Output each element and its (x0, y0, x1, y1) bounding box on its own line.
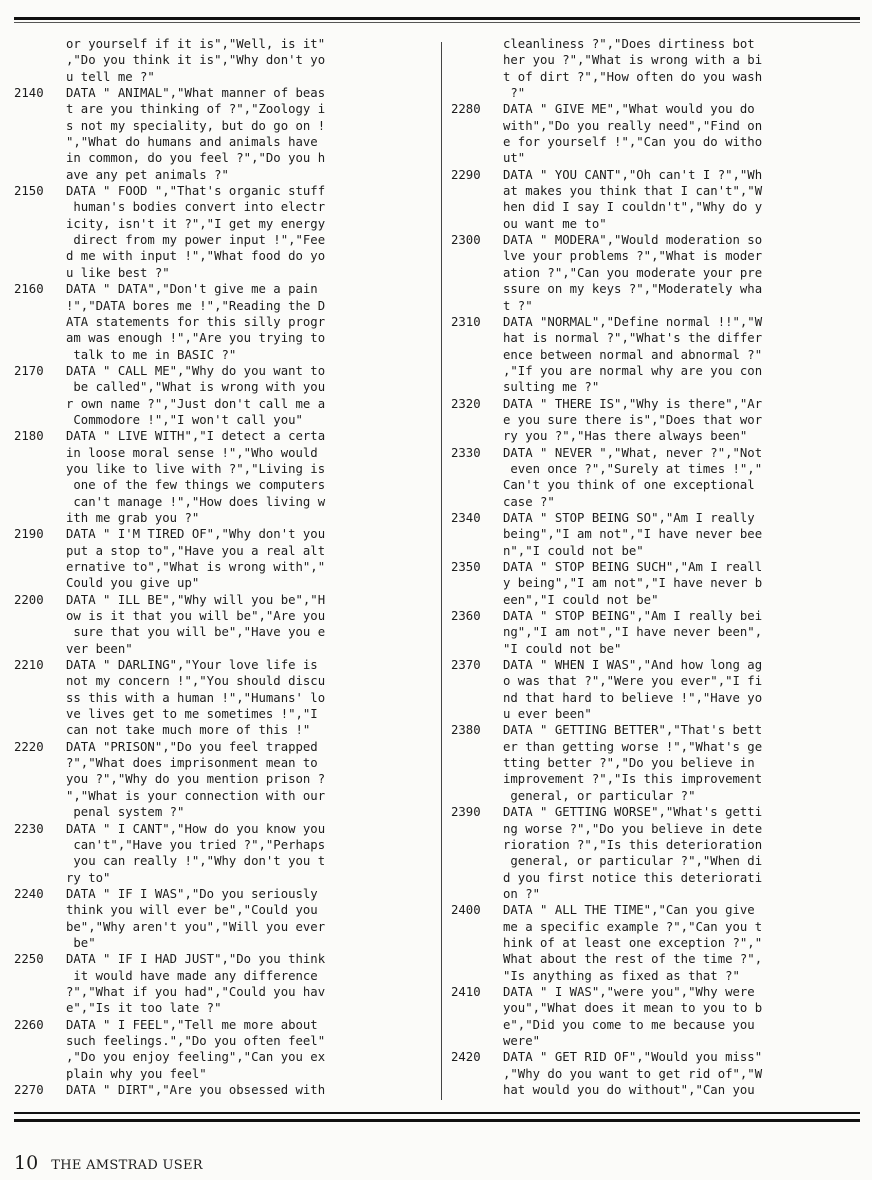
code-line: ATA statements for this silly progr (66, 314, 326, 329)
line-number: 2160 (14, 282, 44, 297)
code-line: in common, do you feel ?","Do you h (66, 151, 326, 166)
code-line: "I could not be" (503, 641, 622, 656)
code-line: DATA " STOP BEING","Am I really bei (503, 609, 763, 624)
bottom-rule-thick (14, 1119, 860, 1122)
code-line: DATA " DARLING","Your love life is (66, 658, 318, 673)
code-line: rioration ?","Is this deterioration (503, 837, 763, 852)
code-entry (451, 722, 863, 804)
code-entry (451, 984, 863, 1049)
line-number: 2180 (14, 429, 44, 444)
line-number: 2410 (451, 984, 481, 999)
code-text (503, 657, 762, 722)
line-number (451, 36, 503, 101)
code-line: plain why you feel" (66, 1066, 207, 1081)
code-line: DATA " LIVE WITH","I detect a certa (66, 429, 326, 444)
code-text (503, 984, 762, 1049)
left-column (14, 36, 434, 1098)
code-entry (14, 1017, 434, 1082)
code-line: being","I am not","I have never bee (503, 527, 763, 542)
top-rule-thin (14, 22, 860, 23)
code-line: t are you thinking of ?","Zoology i (66, 102, 326, 117)
code-line: u tell me ?" (66, 69, 155, 84)
code-line: er than getting worse !","What's ge (503, 739, 763, 754)
code-line: d you first notice this deteriorati (503, 870, 763, 885)
line-number (14, 36, 66, 85)
line-number: 2310 (451, 314, 481, 329)
code-line: you","What does it mean to you to b (503, 1001, 763, 1016)
column-divider (441, 42, 442, 1100)
code-line: you ?","Why do you mention prison ? (66, 772, 326, 787)
line-number: 2370 (451, 658, 481, 673)
code-line: ?" (503, 86, 526, 101)
code-entry (14, 526, 434, 591)
code-entry (451, 232, 863, 314)
code-line: ","What do humans and animals have (66, 135, 318, 150)
code-text (503, 608, 762, 657)
code-entry (451, 396, 863, 445)
code-text (66, 85, 325, 183)
code-line: DATA " IF I WAS","Do you seriously (66, 886, 318, 901)
code-line: lve your problems ?","What is moder (503, 249, 763, 264)
code-entry (451, 804, 863, 902)
code-entry (14, 363, 434, 428)
code-text (66, 821, 325, 886)
code-line: improvement ?","Is this improvement (503, 772, 763, 787)
code-line: think you will ever be","Could you (66, 903, 318, 918)
code-line: you can really !","Why don't you t (66, 854, 326, 869)
code-line: ng worse ?","Do you believe in dete (503, 821, 763, 836)
code-line: ation ?","Can you moderate your pre (503, 265, 763, 280)
publication-name: THE AMSTRAD USER (51, 1158, 203, 1173)
code-text (503, 902, 762, 984)
code-line: DATA " GIVE ME","What would you do (503, 102, 755, 117)
code-entry (14, 592, 434, 657)
code-entry (451, 1049, 863, 1098)
line-number: 2290 (451, 167, 481, 182)
line-number: 2240 (14, 886, 44, 901)
code-line: you like to live with ?","Living is (66, 461, 326, 476)
code-line: DATA " DATA","Don't give me a pain (66, 282, 318, 297)
code-line: such feelings.","Do you often feel" (66, 1033, 326, 1048)
line-number: 2210 (14, 658, 44, 673)
code-line: can not take much more of this !" (66, 723, 311, 738)
code-line: DATA " YOU CANT","Oh can't I ?","Wh (503, 167, 763, 182)
code-text (503, 1049, 762, 1098)
code-line: it would have made any difference (66, 968, 318, 983)
code-line: DATA " DIRT","Are you obsessed with (66, 1083, 326, 1097)
code-line: ss this with a human !","Humans' lo (66, 690, 326, 705)
line-number: 2300 (451, 233, 481, 248)
code-line: ith me grab you ?" (66, 510, 200, 525)
code-line: one of the few things we computers (66, 478, 326, 493)
line-number: 2260 (14, 1017, 44, 1032)
code-line: DATA " I CANT","How do you know you (66, 821, 326, 836)
code-line: ve lives get to me sometimes !","I (66, 707, 318, 722)
line-number: 2380 (451, 723, 481, 738)
line-number: 2330 (451, 445, 481, 460)
code-line: me a specific example ?","Can you t (503, 919, 763, 934)
code-line: at makes you think that I can't","W (503, 184, 763, 199)
code-line: hen did I say I couldn't","Why do y (503, 200, 763, 215)
code-text (503, 314, 762, 396)
code-line: u like best ?" (66, 265, 170, 280)
code-line: DATA " CALL ME","Why do you want to (66, 363, 326, 378)
code-line: DATA " STOP BEING SO","Am I really (503, 510, 755, 525)
code-line: put a stop to","Have you a real alt (66, 543, 326, 558)
code-line: ssure on my keys ?","Moderately wha (503, 282, 763, 297)
code-text (66, 183, 325, 281)
code-line: DATA " I'M TIRED OF","Why don't you (66, 527, 326, 542)
code-entry (451, 101, 863, 166)
code-line: DATA " ILL BE","Why will you be","H (66, 592, 326, 607)
code-line: Could you give up" (66, 576, 200, 591)
code-text (503, 396, 762, 445)
code-line: t of dirt ?","How often do you wash (503, 69, 763, 84)
code-line: ence between normal and abnormal ?" (503, 347, 763, 362)
code-line: human's bodies convert into electr (66, 200, 326, 215)
code-line: icity, isn't it ?","I get my energy (66, 216, 326, 231)
line-number: 2350 (451, 560, 481, 574)
code-line: ver been" (66, 641, 133, 656)
code-entry (14, 1082, 434, 1098)
code-line: ,"Do you think it is","Why don't yo (66, 53, 326, 68)
code-line: Can't you think of one exceptional (503, 478, 755, 493)
line-number: 2190 (14, 527, 44, 542)
code-line: ernative to","What is wrong with"," (66, 560, 326, 574)
code-line: ,"Why do you want to get rid of","W (503, 1066, 763, 1081)
code-line: be","Why aren't you","Will you ever (66, 919, 326, 934)
code-line: sulting me ?" (503, 380, 600, 395)
code-line: DATA "NORMAL","Define normal !!","W (503, 314, 763, 329)
code-line: hink of at least one exception ?"," (503, 935, 763, 950)
code-line: u ever been" (503, 707, 592, 722)
code-line: o was that ?","Were you ever","I fi (503, 674, 763, 689)
line-number: 2140 (14, 86, 44, 101)
code-line: ut" (503, 151, 526, 166)
code-line: DATA " ANIMAL","What manner of beas (66, 86, 326, 101)
code-line: y being","I am not","I have never b (503, 576, 763, 591)
code-entry (14, 281, 434, 363)
page-footer (14, 1152, 203, 1174)
code-text (66, 1082, 325, 1098)
top-rule (14, 17, 860, 20)
code-line: in loose moral sense !","Who would (66, 445, 318, 460)
code-line: sure that you will be","Have you e (66, 625, 326, 640)
line-number: 2220 (14, 739, 44, 754)
line-number: 2360 (451, 609, 481, 624)
code-text (66, 526, 325, 591)
code-line: be called","What is wrong with you (66, 380, 326, 395)
code-line: ave any pet animals ?" (66, 167, 229, 182)
code-line: ow is it that you will be","Are you (66, 609, 326, 624)
code-entry (451, 167, 863, 232)
code-line: !","DATA bores me !","Reading the D (66, 298, 326, 313)
line-number: 2320 (451, 396, 481, 411)
code-line: DATA " STOP BEING SUCH","Am I reall (503, 560, 763, 574)
code-line: case ?" (503, 494, 555, 509)
code-line: tting better ?","Do you believe in (503, 756, 755, 771)
code-text (66, 886, 325, 951)
code-line: ","What is your connection with our (66, 788, 326, 803)
code-entry (14, 428, 434, 526)
code-line: ry to" (66, 870, 111, 885)
code-text (66, 739, 325, 821)
code-entry (14, 739, 434, 821)
code-line: DATA " THERE IS","Why is there","Ar (503, 396, 763, 411)
code-line: t ?" (503, 298, 533, 313)
code-line: be" (66, 935, 96, 950)
code-text (66, 951, 325, 1016)
line-number: 2200 (14, 592, 44, 607)
code-line: e for yourself !","Can you do witho (503, 135, 763, 150)
code-line: ,"Do you enjoy feeling","Can you ex (66, 1050, 326, 1065)
code-line: een","I could not be" (503, 592, 659, 607)
line-number: 2420 (451, 1050, 481, 1065)
code-text (66, 657, 325, 739)
code-entry (14, 85, 434, 183)
code-text (66, 36, 325, 85)
code-line: DATA " GET RID OF","Would you miss" (503, 1050, 763, 1065)
code-line: talk to me in BASIC ?" (66, 347, 237, 362)
code-line: even once ?","Surely at times !"," (503, 461, 763, 476)
code-entry (451, 445, 863, 510)
line-number: 2230 (14, 821, 44, 836)
code-line: am was enough !","Are you trying to (66, 331, 326, 346)
code-text (66, 281, 325, 363)
code-entry (14, 886, 434, 951)
code-text (503, 167, 762, 232)
code-line: DATA " GETTING WORSE","What's getti (503, 805, 763, 820)
code-line: DATA " I FEEL","Tell me more about (66, 1017, 318, 1032)
code-text (503, 36, 762, 101)
code-line: were" (503, 1033, 541, 1048)
line-number: 2250 (14, 952, 44, 967)
code-line: Commodore !","I won't call you" (66, 412, 303, 427)
code-line: DATA " IF I HAD JUST","Do you think (66, 952, 326, 967)
code-text (503, 445, 762, 510)
code-line: e","Is it too late ?" (66, 1001, 222, 1016)
code-line: DATA " FOOD ","That's organic stuff (66, 184, 326, 199)
code-line: ,"If you are normal why are you con (503, 363, 763, 378)
right-column (451, 36, 863, 1098)
code-line: n","I could not be" (503, 543, 644, 558)
code-entry (451, 657, 863, 722)
code-line: can't","Have you tried ?","Perhaps (66, 837, 326, 852)
code-line: cleanliness ?","Does dirtiness bot (503, 37, 755, 51)
code-entry (14, 36, 434, 85)
code-text (503, 510, 762, 559)
code-line: DATA " ALL THE TIME","Can you give (503, 903, 755, 918)
code-line: s not my speciality, but do go on ! (66, 118, 326, 133)
code-line: or yourself if it is","Well, is it" (66, 37, 326, 51)
bottom-rule (14, 1112, 860, 1114)
code-text (503, 804, 762, 902)
code-entry (14, 951, 434, 1016)
code-line: not my concern !","You should discu (66, 674, 326, 689)
line-number: 2340 (451, 510, 481, 525)
line-number: 2390 (451, 805, 481, 820)
code-line: hat would you do without","Can you (503, 1083, 755, 1097)
code-line: DATA " I WAS","were you","Why were (503, 984, 755, 999)
line-number: 2280 (451, 102, 481, 117)
code-entry (451, 510, 863, 559)
code-line: with","Do you really need","Find on (503, 118, 763, 133)
line-number: 2150 (14, 184, 44, 199)
code-text (66, 1017, 325, 1082)
code-line: general, or particular ?","When di (503, 854, 763, 869)
code-text (503, 232, 762, 314)
code-line: "Is anything as fixed as that ?" (503, 968, 740, 983)
code-line: her you ?","What is wrong with a bi (503, 53, 763, 68)
code-line: ng","I am not","I have never been", (503, 625, 763, 640)
code-line: DATA " NEVER ","What, never ?","Not (503, 445, 763, 460)
code-line: general, or particular ?" (503, 788, 696, 803)
code-line: hat is normal ?","What's the differ (503, 331, 763, 346)
code-line: can't manage !","How does living w (66, 494, 326, 509)
code-line: ry you ?","Has there always been" (503, 429, 748, 444)
code-line: What about the rest of the time ?", (503, 952, 763, 967)
code-line: DATA " WHEN I WAS","And how long ag (503, 658, 763, 673)
code-text (66, 592, 325, 657)
code-text (66, 428, 325, 526)
code-line: DATA " MODERA","Would moderation so (503, 233, 763, 248)
page-number: 10 (14, 1152, 39, 1174)
code-line: e","Did you come to me because you (503, 1017, 755, 1032)
code-line: d me with input !","What food do yo (66, 249, 326, 264)
code-line: r own name ?","Just don't call me a (66, 396, 326, 411)
code-entry (451, 314, 863, 396)
line-number: 2170 (14, 363, 44, 378)
code-text (66, 363, 325, 428)
code-line: nd that hard to believe !","Have yo (503, 690, 763, 705)
code-line: penal system ?" (66, 805, 185, 820)
line-number: 2270 (14, 1083, 44, 1097)
code-entry (14, 183, 434, 281)
code-line: ou want me to" (503, 216, 607, 231)
code-entry (451, 559, 863, 608)
code-entry (451, 608, 863, 657)
code-line: on ?" (503, 886, 541, 901)
code-entry (451, 36, 863, 101)
code-line: DATA " GETTING BETTER","That's bett (503, 723, 763, 738)
code-line: e you sure there is","Does that wor (503, 412, 763, 427)
code-entry (14, 657, 434, 739)
code-text (503, 722, 762, 804)
code-entry (451, 902, 863, 984)
code-line: DATA "PRISON","Do you feel trapped (66, 739, 318, 754)
line-number: 2400 (451, 903, 481, 918)
code-text (503, 101, 762, 166)
code-line: direct from my power input !","Fee (66, 233, 326, 248)
code-text (503, 559, 762, 608)
code-line: ?","What does imprisonment mean to (66, 756, 318, 771)
code-entry (14, 821, 434, 886)
code-line: ?","What if you had","Could you hav (66, 984, 326, 999)
